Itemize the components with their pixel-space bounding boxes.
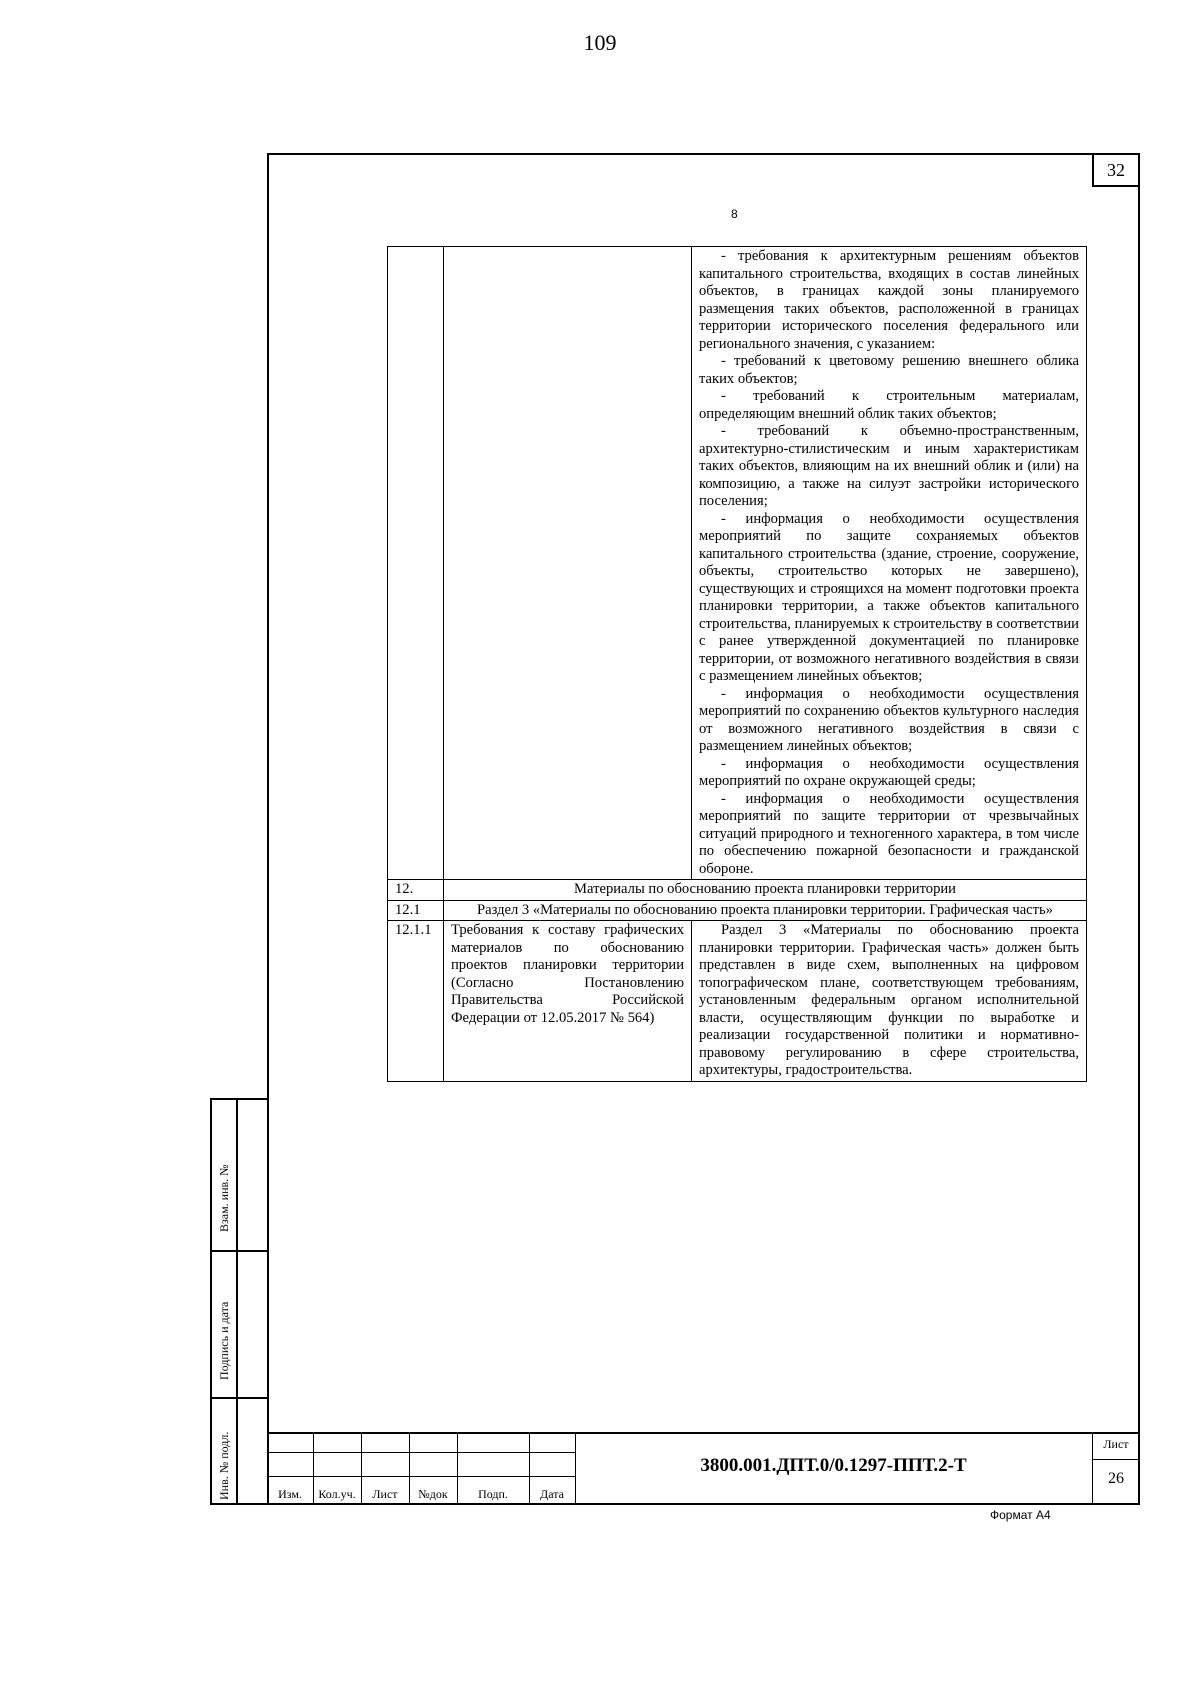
side-label-podpis: Подпись и дата xyxy=(217,1301,231,1380)
sheet-label: Лист xyxy=(1103,1437,1129,1451)
table-row xyxy=(388,900,1087,921)
row-name: Требования к составу графических материалов по обоснованию проектов планировки территории (Согласно Постановлению Правительства Российской Федерации от 12.05.2017 № 564) xyxy=(444,921,692,1082)
row-content xyxy=(692,247,1087,880)
row-number xyxy=(388,247,444,880)
side-divider xyxy=(210,1250,267,1252)
requirements-table xyxy=(387,246,1087,1082)
table-row xyxy=(388,921,1087,1082)
col-izm: Изм. xyxy=(278,1487,302,1501)
sheet-box: 32 xyxy=(1092,153,1140,187)
title-block-line xyxy=(1092,1459,1140,1460)
col-kol-uch: Кол.уч. xyxy=(318,1487,356,1501)
row-number: 12.1.1 xyxy=(388,921,444,1082)
table-row xyxy=(388,247,1087,880)
row-content: Раздел 3 «Материалы по обоснованию проекта планировки территории. Графическая часть» должен быть представлен в виде схем, выполненных на цифровом топографическом плане, соответствующем требованиям, установленным федеральным органом исполнительной власти, осуществляющим функции по выработке и реализации государственной политики и нормативно-правовому регулированию в сфере строительства, архитектуры, градостроительства. xyxy=(692,921,1087,1082)
row-name xyxy=(444,247,692,880)
col-data: Дата xyxy=(540,1487,564,1501)
col-podp: Подп. xyxy=(478,1487,508,1501)
table-row xyxy=(388,880,1087,901)
col-ndok: №док xyxy=(418,1487,448,1501)
row-number: 12.1 xyxy=(388,900,444,921)
paragraph: - информация о необходимости осуществления мероприятий по защите территории от чрезвычайных ситуаций природного и техногенного характера, в том числе по обеспечению пожарной безопасности и гражданской обороне. xyxy=(699,790,1079,877)
document-code: 3800.001.ДПТ.0/0.1297-ППТ.2-Т xyxy=(700,1455,967,1476)
format-label: Формат А4 xyxy=(990,1508,1051,1522)
paragraph: - информация о необходимости осуществления мероприятий по защите сохраняемых объектов капитального строительства (здание, строение, сооружение, объекты, строительство которых не завершено), существующих и строящихся на момент подготовки проекта планировки территории, а также объектов капитального строительства, планируемых к строительству в соответствии с ранее утвержденной документацией по планировке территории, от возможного негативного воздействия в связи с размещением линейных объектов; xyxy=(699,510,1079,684)
paragraph: - информация о необходимости осуществления мероприятий по сохранению объектов культурного наследия от возможного негативного воздействия в связи с размещением линейных объектов; xyxy=(699,685,1079,754)
side-label-vzam: Взам. инв. № xyxy=(217,1164,231,1232)
paragraph: - требования к архитектурным решениям объектов капитального строительства, входящих в состав линейных объектов, в границах каждой зоны планируемого размещения таких объектов, расположенной в границах территории исторического поселения федерального или регионального значения, с указанием: xyxy=(699,248,1079,352)
paragraph: - требований к цветовому решению внешнего облика таких объектов; xyxy=(699,353,1079,387)
subsection-heading: Раздел 3 «Материалы по обоснованию проекта планировки территории. Графическая часть» xyxy=(444,900,1087,921)
paragraph: - требований к объемно-пространственным, архитектурно-стилистическим и иным характеристикам таких объектов, влияющим на их внешний облик и (или) на композицию, а также на силуэт застройки исторического поселения; xyxy=(699,423,1079,509)
col-list: Лист xyxy=(372,1487,398,1501)
sheet-number: 26 xyxy=(1108,1470,1124,1487)
paragraph: - информация о необходимости осуществления мероприятий по охране окружающей среды; xyxy=(699,755,1079,789)
row-number: 12. xyxy=(388,880,444,901)
paragraph: - требований к строительным материалам, определяющим внешний облик таких объектов; xyxy=(699,388,1079,422)
side-divider xyxy=(210,1397,267,1399)
section-heading: Материалы по обоснованию проекта планировки территории xyxy=(444,880,1087,901)
side-divider xyxy=(236,1098,238,1505)
page-number: 109 xyxy=(583,30,617,55)
inner-page-number: 8 xyxy=(731,207,738,221)
side-label-inv: Инв. № подл. xyxy=(217,1431,231,1500)
